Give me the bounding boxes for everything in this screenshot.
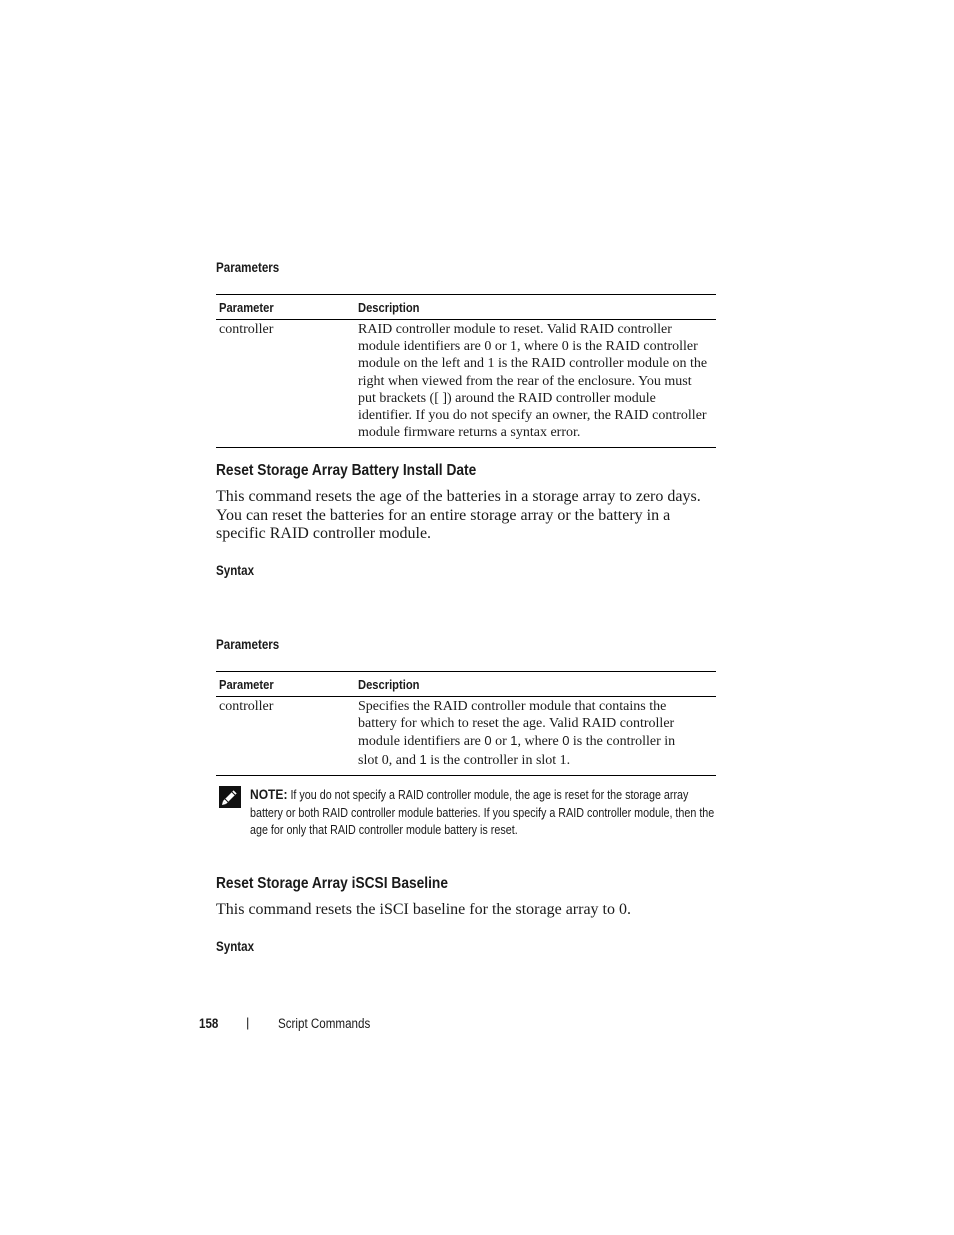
column-header-parameter: Parameter [216, 672, 355, 697]
parameters-label: Parameters [216, 260, 280, 275]
parameters-label: Parameters [216, 637, 280, 652]
parameter-description: Specifies the RAID controller module that contains the battery for which to reset the age. Valid RAID controller module identifiers are 0 or 1, where 0 is the controller in slot 0, and 1 is the controller in slot 1. [358, 699, 676, 768]
note-label: NOTE: [250, 786, 288, 802]
section-heading: Reset Storage Array iSCSI Baseline [216, 875, 448, 892]
note-text: NOTE: If you do not specify a RAID controller module, the age is reset for the storage array battery or both RAID controller module batteries. If you specify a RAID controller module, then the age for only that RAID controller module battery is reset. [250, 786, 715, 837]
note-pencil-icon [219, 786, 241, 808]
parameter-description: RAID controller module to reset. Valid RAID controller module identifiers are 0 or 1, where 0 is the RAID controller module on the left and 1 is the RAID controller module on the right when viewed from the rear of the enclosure. You must put brackets ([ ]) around the RAID controller module identifier. If you do not specify an owner, the RAID controller module firmware returns a syntax error. [358, 322, 708, 441]
footer-chapter: Script Commands [278, 1016, 371, 1031]
parameter-name: controller [219, 699, 274, 714]
footer-separator: | [246, 1015, 250, 1030]
column-header-parameter: Parameter [216, 295, 355, 320]
parameters-table [216, 294, 716, 448]
section-body: This command resets the iSCI baseline for the storage array to 0. [216, 901, 631, 918]
syntax-label: Syntax [216, 563, 255, 578]
section-heading: Reset Storage Array Battery Install Date [216, 462, 477, 479]
column-header-description: Description [355, 295, 716, 320]
parameters-table [216, 671, 716, 776]
section-body: This command resets the age of the batteries in a storage array to zero days. You can reset the batteries for an entire storage array or the battery in a specific RAID controller module. [216, 488, 701, 542]
table-header-row [216, 295, 716, 320]
table-row [216, 320, 716, 448]
parameter-name: controller [219, 322, 274, 337]
table-row [216, 697, 716, 776]
table-header-row [216, 672, 716, 697]
syntax-label: Syntax [216, 939, 255, 954]
column-header-description: Description [355, 672, 716, 697]
page-number: 158 [199, 1016, 219, 1031]
